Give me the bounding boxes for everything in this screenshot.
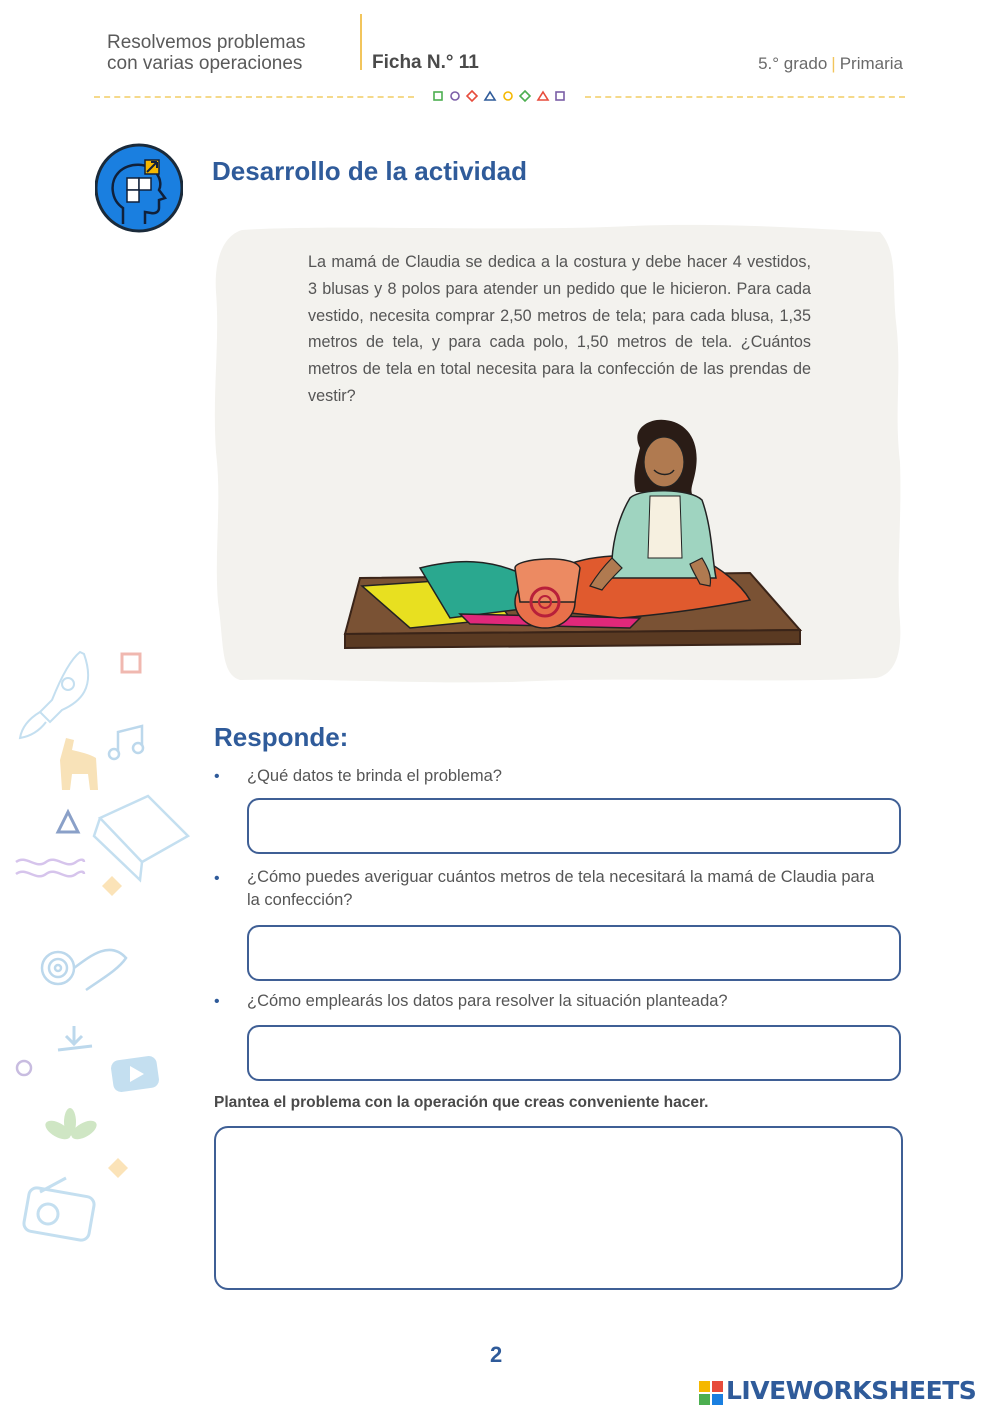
question-bullet: •: [214, 870, 220, 887]
triangle-icon: [58, 812, 78, 832]
question-1: ¿Qué datos te brinda el problema?: [247, 767, 502, 785]
header-dashed-line-right: [585, 96, 905, 98]
head-puzzle-icon: [95, 142, 183, 234]
radio-icon: [23, 1178, 96, 1241]
laptop-icon: [94, 796, 188, 880]
diamond-icon: [102, 876, 122, 896]
swirl-icon: [42, 950, 126, 990]
responde-title: Responde:: [214, 722, 349, 752]
answer-box-2[interactable]: [247, 925, 901, 981]
ficha-number: Ficha N.° 11: [372, 52, 479, 73]
grade-label: 5.° grado: [758, 54, 828, 73]
liveworksheets-brand: LIVEWORKSHEETS: [726, 1376, 977, 1405]
wave-icon: [16, 860, 84, 877]
header-divider: [360, 14, 362, 70]
worksheet-title: [107, 32, 357, 74]
seamstress-illustration: [340, 418, 805, 650]
page-number: 2: [490, 1342, 503, 1367]
llama-icon: [60, 738, 98, 790]
plantea-answer-box[interactable]: [214, 1126, 903, 1290]
answer-box-3[interactable]: [247, 1025, 901, 1081]
download-icon: [58, 1026, 92, 1050]
music-note-icon: [109, 726, 143, 759]
triangle-shape-icon: [485, 92, 495, 100]
diamond-shape-icon: [520, 91, 530, 101]
activity-title: Desarrollo de la actividad: [212, 156, 528, 186]
decorative-icons: [0, 640, 200, 1260]
header-shapes-row: [432, 89, 572, 103]
rocket-icon: [20, 652, 88, 738]
diamond-icon: [108, 1158, 128, 1178]
play-video-icon: [110, 1055, 160, 1093]
question-3: ¿Cómo emplearás los datos para resolver la situación planteada?: [247, 992, 728, 1010]
square-shape-icon: [434, 92, 442, 100]
answer-box-1[interactable]: [247, 798, 901, 854]
worksheet-title-line1: Resolvemos problemas: [107, 32, 306, 53]
grade-separator: |: [831, 54, 836, 73]
header-dashed-line-left: [94, 96, 414, 98]
liveworksheets-logo: [698, 1378, 998, 1408]
question-2: ¿Cómo puedes averiguar cuántos metros de tela necesitará la mamá de Claudia para la confección?: [247, 868, 875, 909]
worksheet-title-line2: con varias operaciones: [107, 53, 303, 74]
leaves-icon: [42, 1108, 99, 1143]
circle-shape-icon: [504, 92, 512, 100]
story-text: La mamá de Claudia se dedica a la costura y debe hacer 4 vestidos, 3 blusas y 8 polos para atender un pedido que le hicieron. Para cada vestido, necesita comprar 2,50 metros de tela; para cada blusa, 1,35 metros de tela, y para cada polo, 1,50 metros de tela. ¿Cuántos metros de tela en total necesita para la confección de las prendas de vestir?: [308, 253, 811, 405]
question-bullet: •: [214, 768, 220, 785]
square-icon: [122, 654, 140, 672]
circle-icon: [17, 1061, 31, 1075]
question-bullet: •: [214, 993, 220, 1010]
square-shape-icon: [556, 92, 564, 100]
circle-shape-icon: [451, 92, 459, 100]
diamond-shape-icon: [467, 91, 477, 101]
plantea-label: Plantea el problema con la operación que creas conveniente hacer.: [214, 1094, 709, 1111]
level-label: Primaria: [839, 54, 903, 73]
liveworksheets-badge-icon: [698, 1380, 724, 1406]
triangle-shape-icon: [538, 92, 548, 100]
grade-level: [758, 54, 903, 74]
